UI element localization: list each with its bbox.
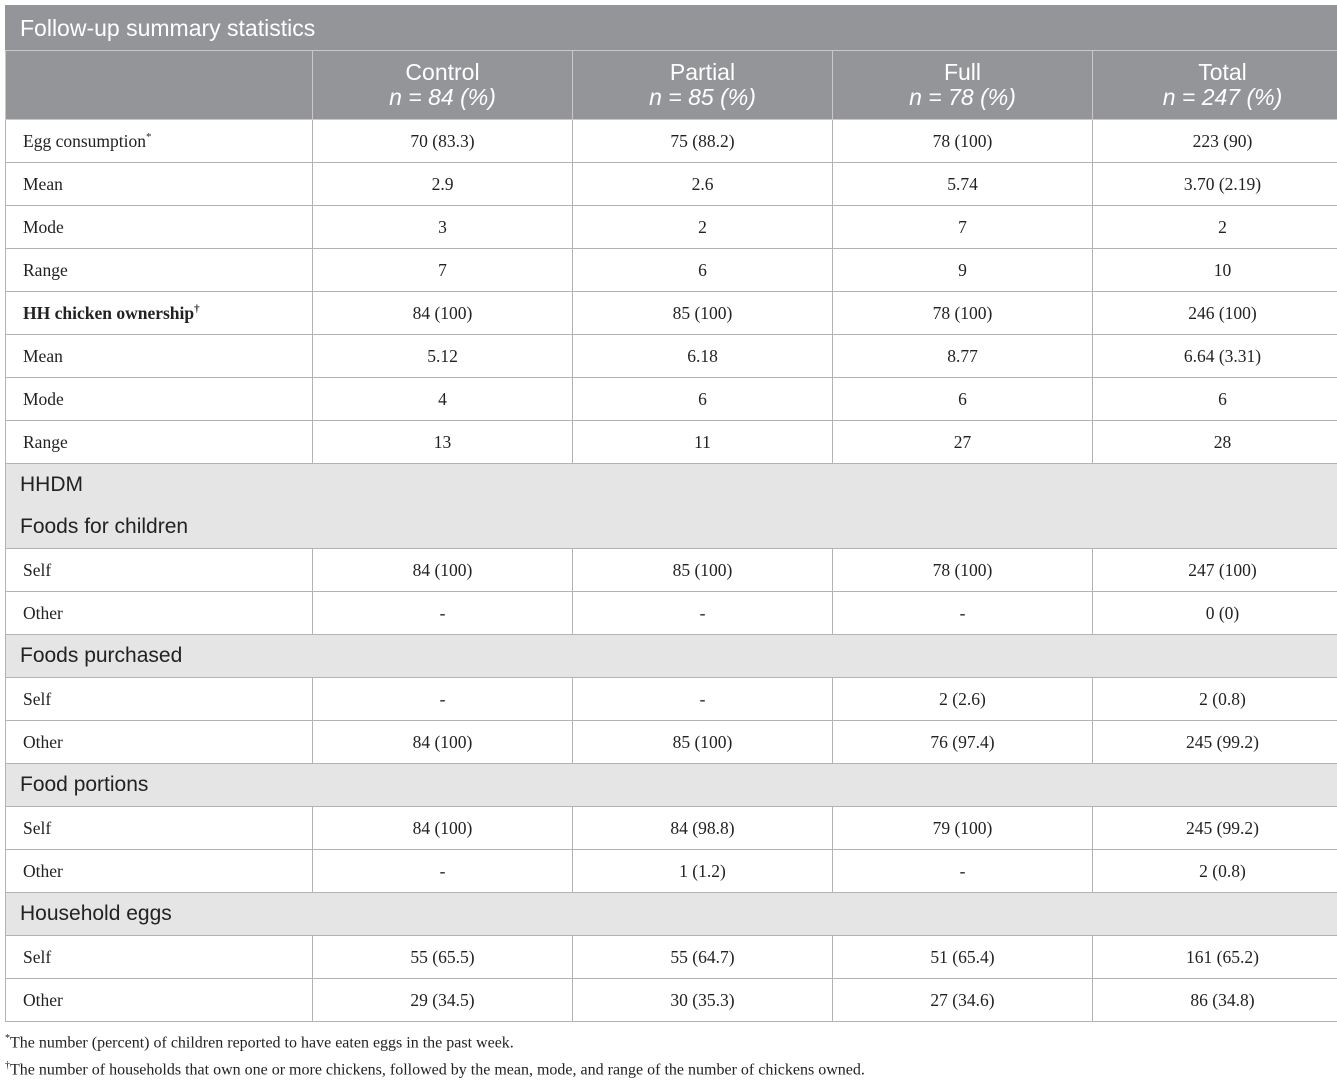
value-cell: 246 (100) xyxy=(1093,292,1337,335)
value-cell: 5.12 xyxy=(313,335,573,378)
row-label-cell xyxy=(6,979,313,1022)
value-cell: 6 xyxy=(1093,378,1337,421)
value-cell: 30 (35.3) xyxy=(573,979,833,1022)
value-cell: 85 (100) xyxy=(573,549,833,592)
section-label: HHDM xyxy=(6,464,1337,507)
row-label: Mode xyxy=(23,217,64,237)
value-cell: 84 (100) xyxy=(313,292,573,335)
section-label: Household eggs xyxy=(6,893,1337,936)
value-cell: 161 (65.2) xyxy=(1093,936,1337,979)
value-cell: 9 xyxy=(833,249,1093,292)
column-n: n = 84 (%) xyxy=(313,85,572,110)
value-cell: 247 (100) xyxy=(1093,549,1337,592)
value-cell: 84 (100) xyxy=(313,549,573,592)
table-row xyxy=(6,721,1337,764)
value-cell: 55 (65.5) xyxy=(313,936,573,979)
value-cell: 28 xyxy=(1093,421,1337,464)
value-cell: 79 (100) xyxy=(833,807,1093,850)
column-header-total xyxy=(1093,51,1337,120)
row-label-cell xyxy=(6,850,313,893)
table-row xyxy=(6,378,1337,421)
row-label-cell xyxy=(6,335,313,378)
footnote-text: The number (percent) of children reported to have eaten eggs in the past week. xyxy=(10,1034,514,1051)
row-label: Self xyxy=(23,560,51,580)
value-cell: 245 (99.2) xyxy=(1093,721,1337,764)
value-cell: 6.64 (3.31) xyxy=(1093,335,1337,378)
row-label-cell xyxy=(6,120,313,163)
table-row xyxy=(6,249,1337,292)
table-title-row xyxy=(6,6,1337,51)
footnote-text: The number of households that own one or more chickens, followed by the mean, mode, and range of the number of chickens owned. xyxy=(10,1062,865,1079)
value-cell: 0 (0) xyxy=(1093,592,1337,635)
value-cell: 51 (65.4) xyxy=(833,936,1093,979)
footnote-mark: † xyxy=(5,1060,10,1071)
value-cell: 2 (2.6) xyxy=(833,678,1093,721)
table-row xyxy=(6,163,1337,206)
row-label-cell xyxy=(6,936,313,979)
row-label-cell xyxy=(6,721,313,764)
footnote-mark: * xyxy=(5,1033,10,1044)
value-cell: 4 xyxy=(313,378,573,421)
value-cell: 86 (34.8) xyxy=(1093,979,1337,1022)
row-label: Other xyxy=(23,990,63,1010)
footnote xyxy=(5,1027,1332,1054)
column-header-full xyxy=(833,51,1093,120)
row-label: Other xyxy=(23,732,63,752)
value-cell: - xyxy=(313,678,573,721)
table-row xyxy=(6,292,1337,335)
value-cell: 55 (64.7) xyxy=(573,936,833,979)
table-row xyxy=(6,979,1337,1022)
column-header-control xyxy=(313,51,573,120)
table-row xyxy=(6,206,1337,249)
summary-table-container xyxy=(5,5,1332,1022)
row-label: Self xyxy=(23,689,51,709)
column-name: Total xyxy=(1093,60,1337,85)
value-cell: 75 (88.2) xyxy=(573,120,833,163)
table-row xyxy=(6,549,1337,592)
value-cell: 2 (0.8) xyxy=(1093,678,1337,721)
value-cell: 78 (100) xyxy=(833,292,1093,335)
table-row xyxy=(6,120,1337,163)
value-cell: 85 (100) xyxy=(573,721,833,764)
value-cell: 70 (83.3) xyxy=(313,120,573,163)
value-cell: 6 xyxy=(573,378,833,421)
section-row xyxy=(6,464,1337,507)
value-cell: 84 (100) xyxy=(313,721,573,764)
section-row xyxy=(6,635,1337,678)
row-label: Range xyxy=(23,260,68,280)
section-row xyxy=(6,506,1337,549)
value-cell: 8.77 xyxy=(833,335,1093,378)
section-label: Food portions xyxy=(6,764,1337,807)
footnote-mark: † xyxy=(194,303,200,315)
value-cell: 2 xyxy=(1093,206,1337,249)
row-label-cell xyxy=(6,549,313,592)
value-cell: 78 (100) xyxy=(833,120,1093,163)
summary-table xyxy=(5,5,1337,1022)
row-label: Self xyxy=(23,818,51,838)
value-cell: 2 (0.8) xyxy=(1093,850,1337,893)
row-label: Range xyxy=(23,432,68,452)
value-cell: 245 (99.2) xyxy=(1093,807,1337,850)
column-n: n = 85 (%) xyxy=(573,85,832,110)
table-row xyxy=(6,936,1337,979)
value-cell: 29 (34.5) xyxy=(313,979,573,1022)
value-cell: 223 (90) xyxy=(1093,120,1337,163)
row-label: Self xyxy=(23,947,51,967)
column-name: Control xyxy=(313,60,572,85)
footnote-mark: * xyxy=(146,131,152,143)
section-row xyxy=(6,764,1337,807)
value-cell: - xyxy=(833,592,1093,635)
row-label: Mean xyxy=(23,174,63,194)
value-cell: - xyxy=(313,850,573,893)
row-label-cell xyxy=(6,249,313,292)
value-cell: 2.9 xyxy=(313,163,573,206)
row-label: Mode xyxy=(23,389,64,409)
column-name: Full xyxy=(833,60,1092,85)
value-cell: 3.70 (2.19) xyxy=(1093,163,1337,206)
value-cell: 11 xyxy=(573,421,833,464)
value-cell: 1 (1.2) xyxy=(573,850,833,893)
table-row xyxy=(6,678,1337,721)
table-title: Follow-up summary statistics xyxy=(6,6,1337,51)
row-label-cell xyxy=(6,378,313,421)
value-cell: 3 xyxy=(313,206,573,249)
value-cell: 7 xyxy=(833,206,1093,249)
column-header-row xyxy=(6,51,1337,120)
value-cell: 27 xyxy=(833,421,1093,464)
row-label-cell xyxy=(6,592,313,635)
value-cell: 2 xyxy=(573,206,833,249)
value-cell: 27 (34.6) xyxy=(833,979,1093,1022)
value-cell: 2.6 xyxy=(573,163,833,206)
row-label: Mean xyxy=(23,346,63,366)
value-cell: 7 xyxy=(313,249,573,292)
row-label-cell xyxy=(6,807,313,850)
value-cell: - xyxy=(573,592,833,635)
table-body xyxy=(6,120,1337,1022)
section-label: Foods purchased xyxy=(6,635,1337,678)
table-row xyxy=(6,807,1337,850)
table-row xyxy=(6,592,1337,635)
row-label-cell xyxy=(6,163,313,206)
row-label-cell xyxy=(6,292,313,335)
value-cell: - xyxy=(833,850,1093,893)
value-cell: - xyxy=(313,592,573,635)
value-cell: 6.18 xyxy=(573,335,833,378)
row-label: HH chicken ownership xyxy=(23,303,194,323)
row-label-cell xyxy=(6,678,313,721)
row-label-cell xyxy=(6,421,313,464)
row-label: Other xyxy=(23,861,63,881)
column-n: n = 247 (%) xyxy=(1093,85,1337,110)
column-header-partial xyxy=(573,51,833,120)
row-label-cell xyxy=(6,206,313,249)
section-label: Foods for children xyxy=(6,506,1337,549)
row-label: Egg consumption xyxy=(23,131,146,151)
value-cell: 85 (100) xyxy=(573,292,833,335)
table-row xyxy=(6,421,1337,464)
column-header-empty xyxy=(6,51,313,120)
section-row xyxy=(6,893,1337,936)
value-cell: 6 xyxy=(573,249,833,292)
row-label: Other xyxy=(23,603,63,623)
column-n: n = 78 (%) xyxy=(833,85,1092,110)
table-row xyxy=(6,335,1337,378)
value-cell: 10 xyxy=(1093,249,1337,292)
value-cell: 5.74 xyxy=(833,163,1093,206)
value-cell: 84 (100) xyxy=(313,807,573,850)
table-row xyxy=(6,850,1337,893)
value-cell: 76 (97.4) xyxy=(833,721,1093,764)
value-cell: 84 (98.8) xyxy=(573,807,833,850)
value-cell: 13 xyxy=(313,421,573,464)
value-cell: 6 xyxy=(833,378,1093,421)
value-cell: - xyxy=(573,678,833,721)
footnotes xyxy=(5,1027,1332,1082)
column-name: Partial xyxy=(573,60,832,85)
value-cell: 78 (100) xyxy=(833,549,1093,592)
